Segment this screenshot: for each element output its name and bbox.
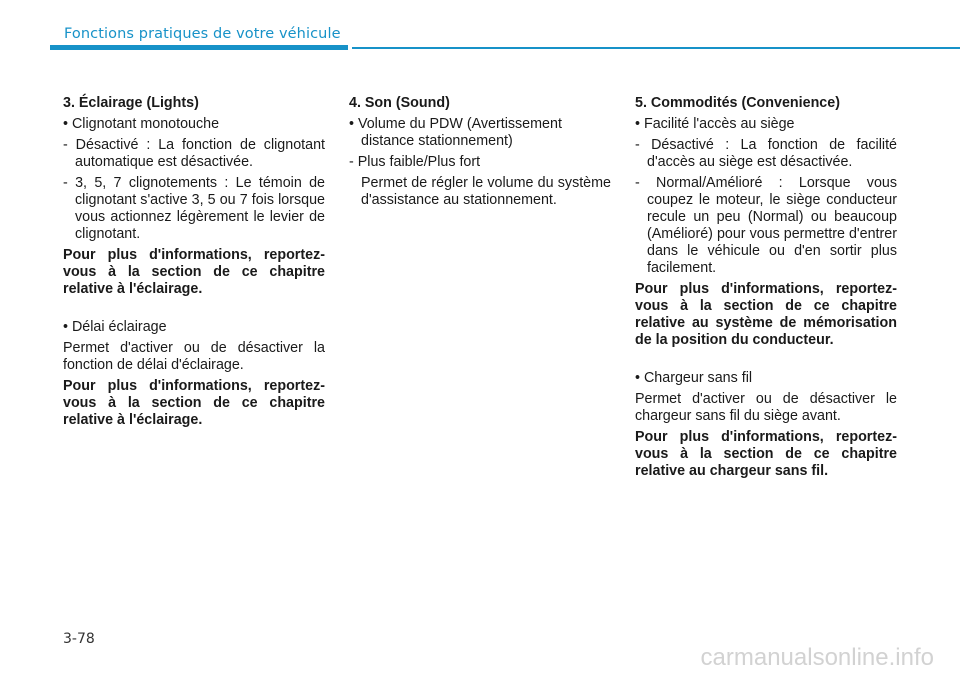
light-delay-item: • Délai éclairage — [63, 319, 167, 335]
seat-easy-access-item: • Facilité l'accès au siège — [635, 116, 795, 132]
light-delay-description: Permet d'activer ou de désactiver la fonction de délai d'éclairage. — [63, 340, 325, 373]
wireless-charger-reference-note: Pour plus d'informations, reportez-vous à la section de ce chapitre relative au chargeur sans fil. — [635, 429, 897, 479]
one-touch-signal-item: • Clignotant monotouche — [63, 116, 220, 132]
seat-access-off-option: - Désactivé : La fonction de facilité d'accès au siège est désactivée. — [635, 137, 897, 170]
column-sound — [349, 95, 611, 213]
wireless-charger-item: • Chargeur sans fil — [635, 370, 753, 386]
section-title: Fonctions pratiques de votre véhicule — [64, 26, 341, 42]
page-number: 3-78 — [63, 631, 95, 647]
column-convenience — [635, 95, 897, 484]
seat-memory-reference-note: Pour plus d'informations, reportez-vous à la section de ce chapitre relative au système de mémorisation de la position du conducteur. — [635, 281, 897, 348]
pdw-volume-item: • Volume du PDW (Avertissement distance stationnement) — [349, 116, 562, 149]
signal-blinks-option: - 3, 5, 7 clignotements : Le témoin de clignotant s'active 3, 5 ou 7 fois lorsque vous actionnez légèrement le levier de clignotant. — [63, 175, 325, 242]
lights-heading: 3. Éclairage (Lights) — [63, 95, 199, 111]
volume-level-option: - Plus faible/Plus fort — [349, 154, 481, 170]
watermark: carmanualsonline.info — [700, 644, 934, 671]
seat-access-normal-option: - Normal/Amélioré : Lorsque vous coupez le moteur, le siège conducteur recule un peu (Normal) ou beaucoup (Amélioré) pour vous permettre d'entrer dans le véhicule ou d'en sortir plus facilement. — [635, 175, 897, 276]
header-rule-thin — [352, 47, 960, 49]
sound-heading: 4. Son (Sound) — [349, 95, 450, 111]
light-delay-reference-note: Pour plus d'informations, reportez-vous à la section de ce chapitre relative à l'éclairage. — [63, 378, 325, 428]
column-lights — [63, 95, 325, 433]
convenience-heading: 5. Commodités (Convenience) — [635, 95, 840, 111]
signal-off-option: - Désactivé : La fonction de clignotant automatique est désactivée. — [63, 137, 325, 170]
wireless-charger-description: Permet d'activer ou de désactiver le chargeur sans fil du siège avant. — [635, 391, 897, 424]
pdw-volume-description: Permet de régler le volume du système d'assistance au stationnement. — [361, 175, 611, 208]
lights-reference-note: Pour plus d'informations, reportez-vous à la section de ce chapitre relative à l'éclairage. — [63, 247, 325, 297]
header-rule-thick — [50, 45, 348, 50]
